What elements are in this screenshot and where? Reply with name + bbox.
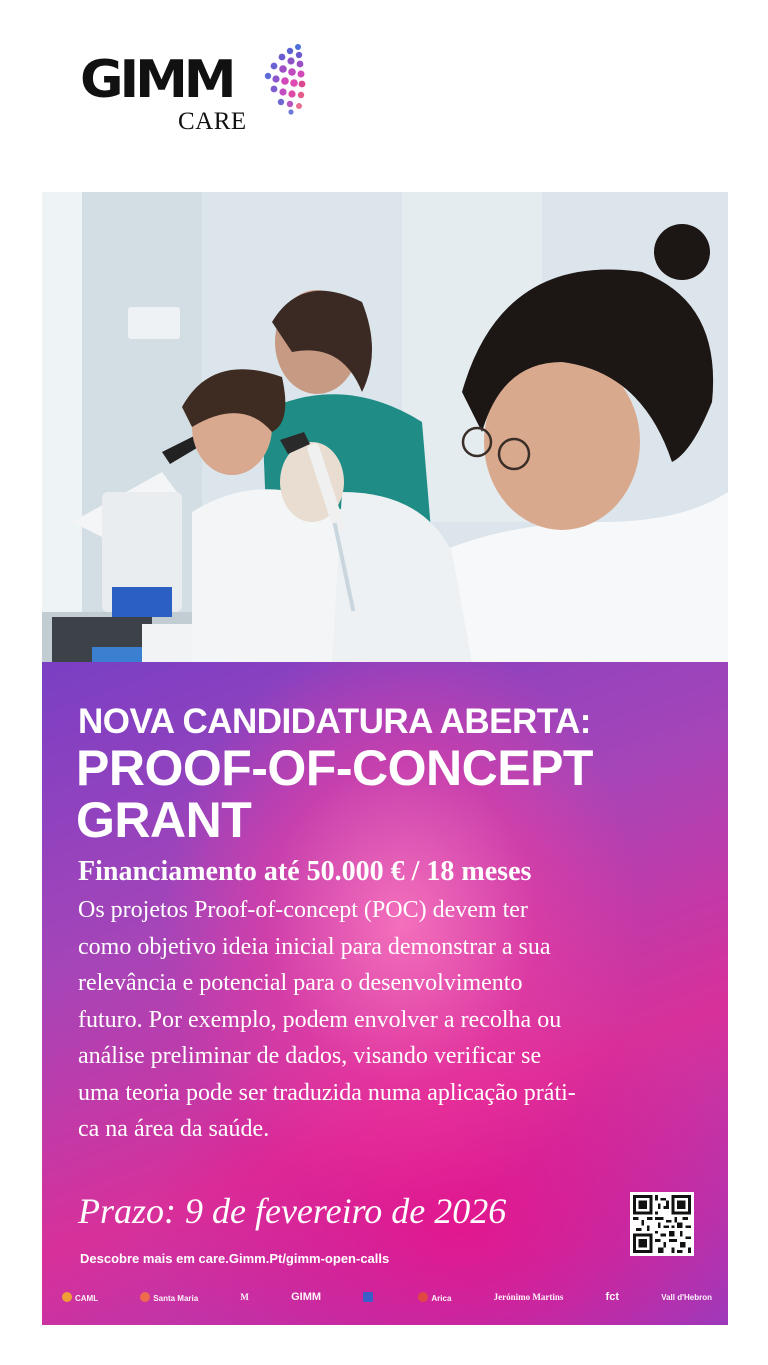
caml-icon bbox=[62, 1292, 72, 1302]
funding-line: Financiamento até 50.000 € / 18 meses bbox=[78, 856, 532, 887]
poster bbox=[42, 192, 728, 1325]
partner-logo: Vall d'Hebron bbox=[661, 1292, 712, 1302]
santa-maria-icon bbox=[140, 1292, 150, 1302]
description-line: futuro. Por exemplo, podem envolver a recolha ou bbox=[78, 1006, 562, 1033]
deadline: Prazo: 9 de fevereiro de 2026 bbox=[78, 1191, 507, 1231]
logo-wordmark: GIMM bbox=[80, 50, 233, 110]
logo-subtitle: CARE bbox=[178, 108, 247, 135]
description bbox=[78, 892, 708, 1148]
partner-logo: CAML bbox=[62, 1292, 98, 1303]
arica-icon bbox=[418, 1292, 428, 1302]
description-line: como objetivo ideia inicial para demonstrar a sua bbox=[78, 933, 551, 960]
description-line: relevância e potencial para o desenvolvimento bbox=[78, 970, 523, 996]
description-line: análise preliminar de dados, visando verificar se bbox=[78, 1043, 542, 1069]
description-line: Os projetos Proof-of-concept (POC) devem ter bbox=[78, 897, 528, 923]
description-line: ca na área da saúde. bbox=[78, 1116, 270, 1142]
partner-logo: fct bbox=[605, 1291, 619, 1303]
partner-logo bbox=[363, 1292, 376, 1303]
grant-title-line-2: GRANT bbox=[76, 792, 252, 848]
grant-title bbox=[76, 742, 706, 846]
more-info-link[interactable]: Descobre mais em care.Gimm.Pt/gimm-open-calls bbox=[80, 1251, 390, 1266]
eu-flag-icon bbox=[363, 1292, 373, 1302]
partner-logo: Arica bbox=[418, 1292, 451, 1303]
partner-logos-strip bbox=[62, 1286, 712, 1308]
headline: NOVA CANDIDATURA ABERTA: bbox=[78, 702, 591, 741]
info-panel bbox=[42, 662, 728, 1325]
qr-code-icon[interactable] bbox=[630, 1192, 694, 1256]
partner-logo: M bbox=[240, 1292, 249, 1302]
partner-logo: GIMM bbox=[291, 1291, 322, 1303]
partner-logo: Jerónimo Martins bbox=[493, 1292, 564, 1302]
gimm-care-logo bbox=[80, 42, 320, 142]
logo-dots-icon bbox=[264, 42, 308, 116]
partner-logo: Santa Maria bbox=[140, 1292, 198, 1303]
description-line: uma teoria pode ser traduzida numa aplicação práti- bbox=[78, 1079, 576, 1106]
grant-title-line-1: PROOF-OF-CONCEPT bbox=[76, 740, 593, 796]
lab-scene-illustration bbox=[42, 192, 728, 662]
lab-photo bbox=[42, 192, 728, 662]
